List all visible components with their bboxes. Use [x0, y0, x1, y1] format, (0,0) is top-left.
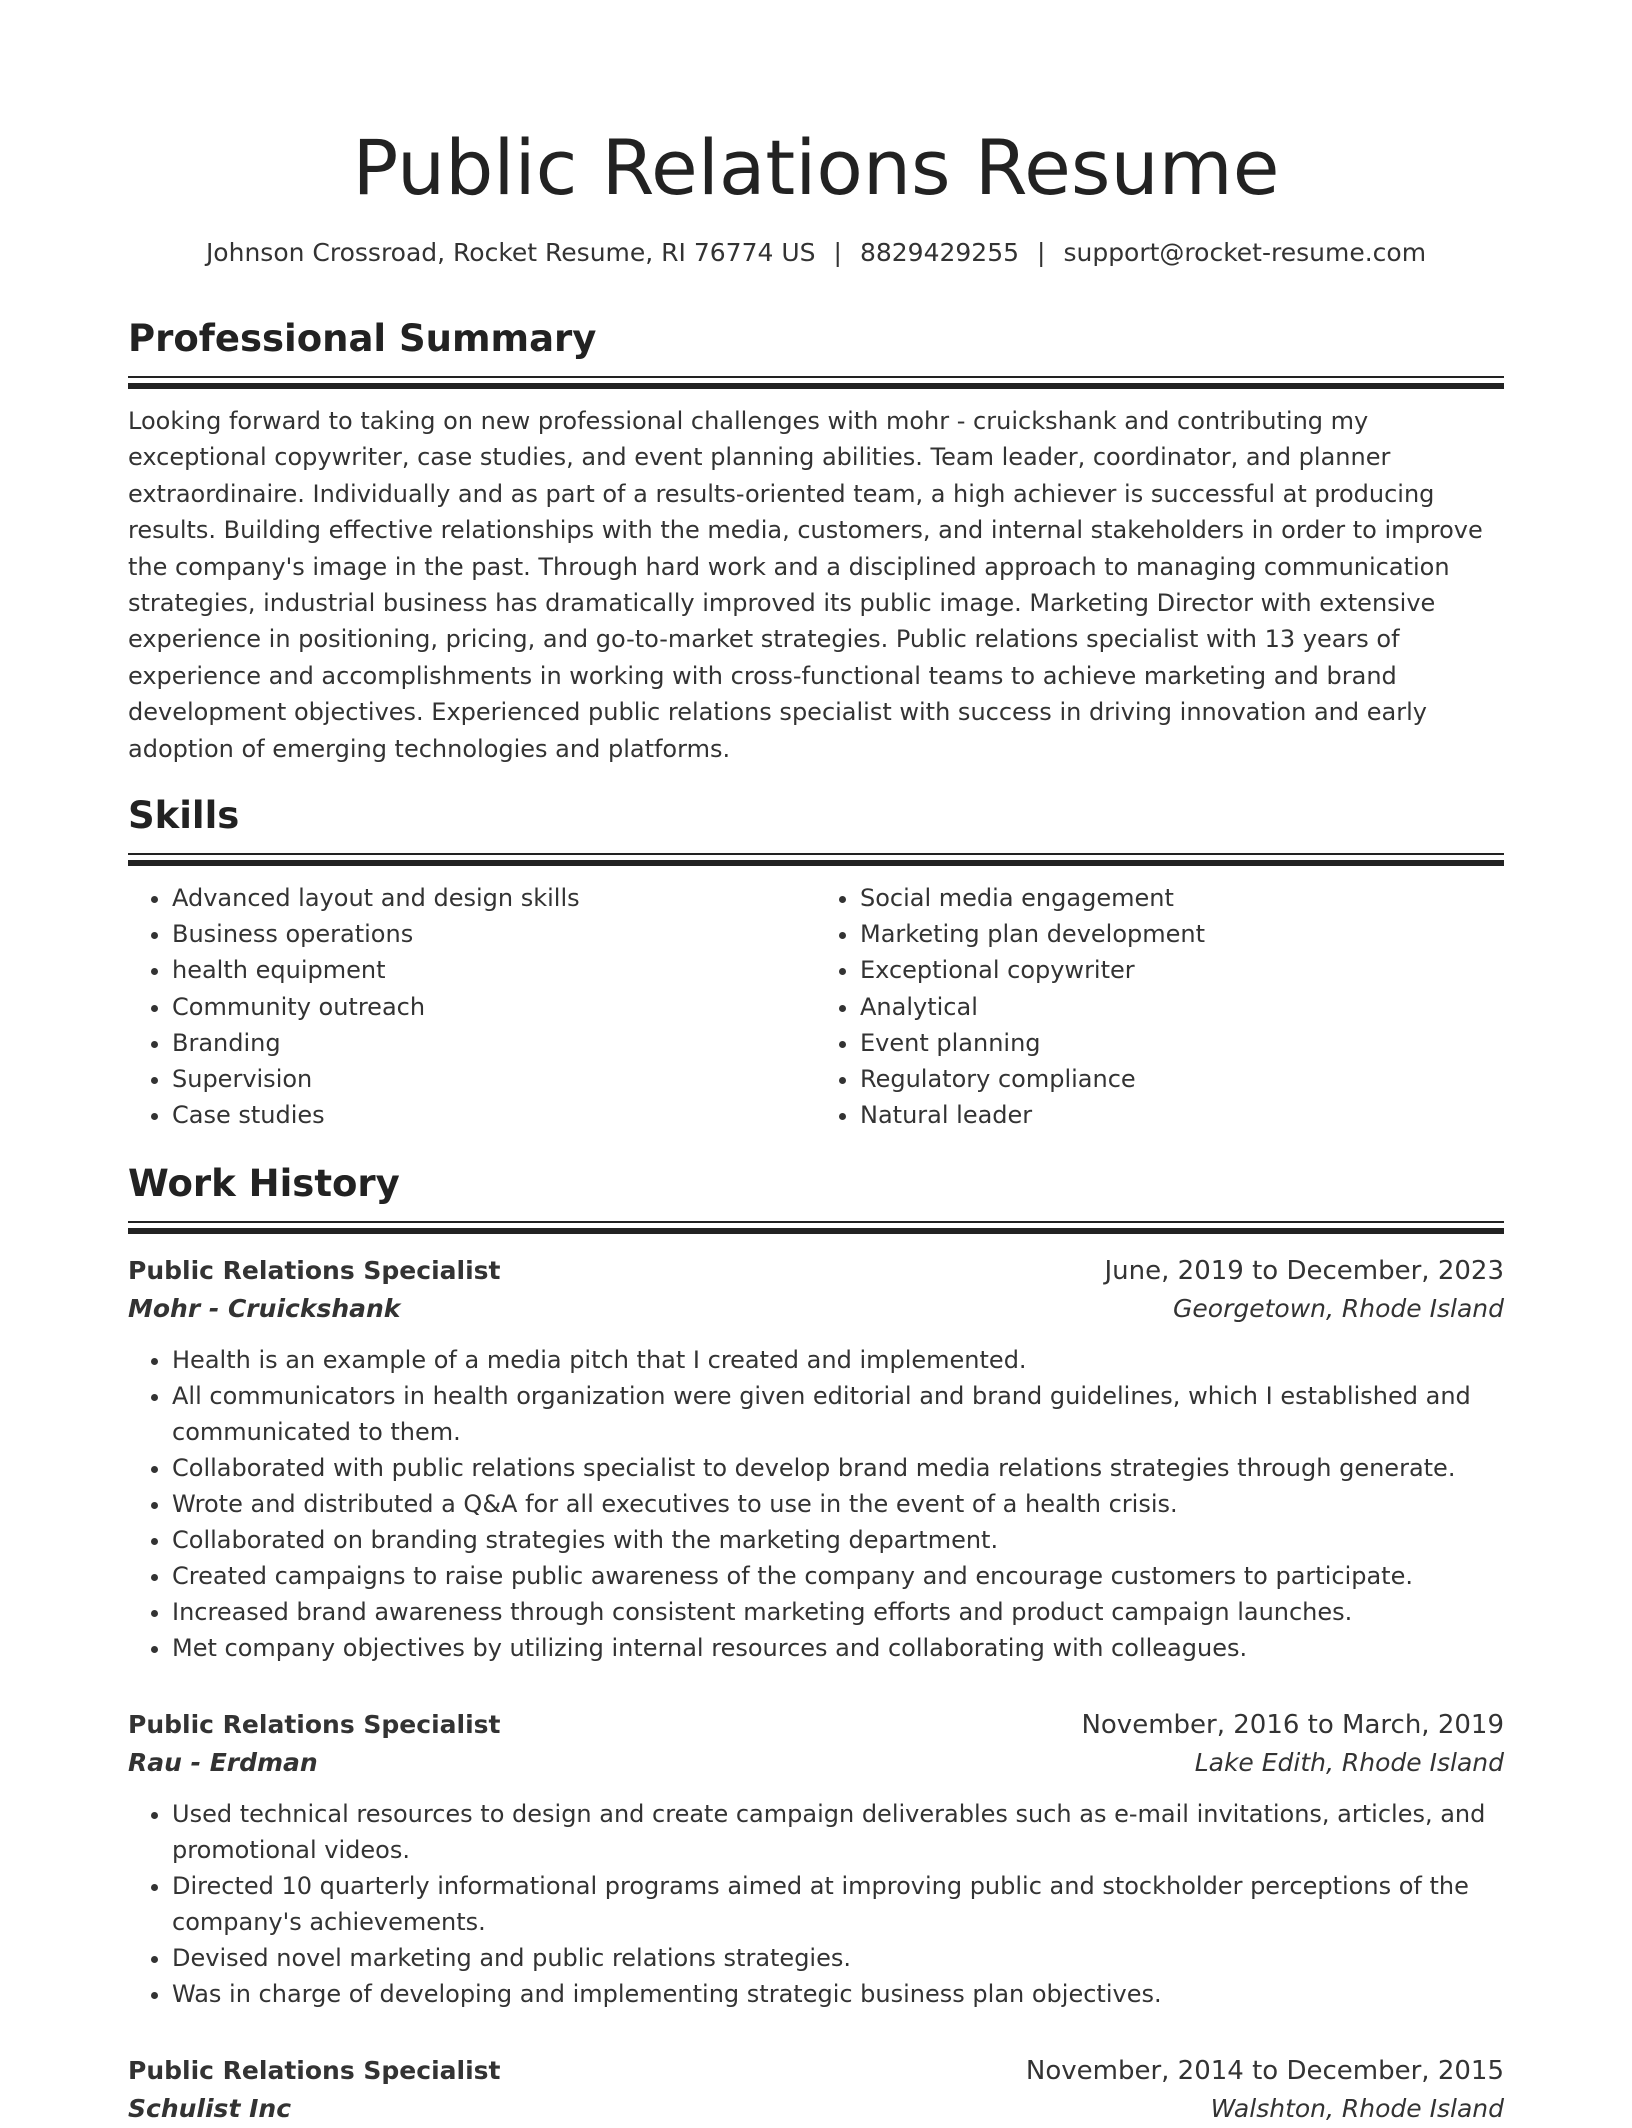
- work-history-section: [128, 1159, 1504, 2128]
- skill-item: • Advanced layout and design skills: [172, 880, 816, 916]
- job-company-row: [128, 1290, 1504, 1328]
- job-bullet: • Directed 10 quarterly informational programs aimed at improving public and stockholder perceptions of the company's achievements.: [172, 1868, 1504, 1940]
- skills-section: [128, 791, 1504, 1133]
- contact-separator: |: [1037, 238, 1046, 267]
- skill-item: • Supervision: [172, 1061, 816, 1097]
- section-rule-thin: [128, 853, 1504, 855]
- summary-heading: Professional Summary: [128, 317, 597, 360]
- job-location: Lake Edith, Rhode Island: [1194, 1748, 1504, 1778]
- job-dates: November, 2016 to March, 2019: [1081, 1710, 1504, 1741]
- contact-separator: |: [833, 238, 842, 267]
- job-company: Mohr - Cruickshank: [128, 1294, 401, 1324]
- skills-heading: Skills: [128, 794, 240, 838]
- section-rule-thick: [128, 860, 1504, 866]
- resume-page: [128, 0, 1504, 2128]
- job-location: Walshton, Rhode Island: [1210, 2094, 1504, 2124]
- skill-item: • Business operations: [172, 916, 816, 952]
- skill-item: • Analytical: [860, 989, 1504, 1025]
- job-entry: [128, 1706, 1504, 2012]
- skill-item: • Event planning: [860, 1025, 1504, 1061]
- job-company: Rau - Erdman: [128, 1748, 318, 1778]
- job-entry: [128, 1252, 1504, 1666]
- skill-item: • Branding: [172, 1025, 816, 1061]
- skill-item: • Exceptional copywriter: [860, 952, 1504, 988]
- job-company: Schulist Inc: [128, 2094, 292, 2124]
- job-bullets: [128, 1342, 1504, 1666]
- skill-item: • health equipment: [172, 952, 816, 988]
- job-entry: [128, 2052, 1504, 2128]
- skill-item: • Social media engagement: [860, 880, 1504, 916]
- contact-line: [128, 236, 1504, 270]
- work-history-heading: Work History: [128, 1162, 400, 1206]
- job-dates: November, 2014 to December, 2015: [1025, 2056, 1504, 2087]
- job-title: Public Relations Specialist: [128, 2056, 501, 2086]
- summary-section: [128, 314, 1504, 767]
- skills-list-left: [128, 880, 816, 1133]
- job-bullet: • Devised novel marketing and public relations strategies.: [172, 1940, 1504, 1976]
- contact-email: support@rocket-resume.com: [1063, 238, 1427, 267]
- section-rule-thin: [128, 376, 1504, 378]
- job-header-row: [128, 2052, 1504, 2090]
- contact-address: Johnson Crossroad, Rocket Resume, RI 76774 US: [205, 238, 816, 267]
- skill-item: • Marketing plan development: [860, 916, 1504, 952]
- job-bullet: • Created campaigns to raise public awareness of the company and encourage customers to participate.: [172, 1558, 1504, 1594]
- section-rule-thick: [128, 383, 1504, 389]
- job-title: Public Relations Specialist: [128, 1256, 501, 1286]
- job-bullet: • Collaborated on branding strategies with the marketing department.: [172, 1522, 1504, 1558]
- job-bullet: • Was in charge of developing and implementing strategic business plan objectives.: [172, 1976, 1504, 2012]
- skill-item: • Regulatory compliance: [860, 1061, 1504, 1097]
- job-bullet: • Wrote and distributed a Q&A for all executives to use in the event of a health crisis.: [172, 1486, 1504, 1522]
- skill-item: • Community outreach: [172, 989, 816, 1025]
- job-location: Georgetown, Rhode Island: [1173, 1294, 1504, 1324]
- job-header-row: [128, 1706, 1504, 1744]
- job-company-row: [128, 2090, 1504, 2128]
- resume-title: Public Relations Resume: [352, 123, 1280, 212]
- job-bullet: • Met company objectives by utilizing internal resources and collaborating with colleagues.: [172, 1630, 1504, 1666]
- job-title: Public Relations Specialist: [128, 1710, 501, 1740]
- job-bullet: • Health is an example of a media pitch that I created and implemented.: [172, 1342, 1504, 1378]
- job-bullet: • Collaborated with public relations specialist to develop brand media relations strategies through generate.: [172, 1450, 1504, 1486]
- skills-columns: [128, 880, 1504, 1133]
- skill-item: • Case studies: [172, 1097, 816, 1133]
- job-company-row: [128, 1744, 1504, 1782]
- job-header-row: [128, 1252, 1504, 1290]
- job-bullet: • All communicators in health organization were given editorial and brand guidelines, which I established and communicated to them.: [172, 1378, 1504, 1450]
- section-rule-thin: [128, 1221, 1504, 1223]
- job-bullet: • Increased brand awareness through consistent marketing efforts and product campaign launches.: [172, 1594, 1504, 1630]
- job-dates: June, 2019 to December, 2023: [1104, 1256, 1504, 1287]
- skills-list-right: [816, 880, 1504, 1133]
- contact-phone: 8829429255: [859, 238, 1020, 267]
- skill-item: • Natural leader: [860, 1097, 1504, 1133]
- section-rule-thick: [128, 1228, 1504, 1234]
- job-bullets: [128, 1796, 1504, 2012]
- job-bullet: • Used technical resources to design and create campaign deliverables such as e-mail invitations, articles, and promotional videos.: [172, 1796, 1504, 1868]
- summary-text: Looking forward to taking on new professional challenges with mohr - cruickshank and contributing my exceptional copywriter, case studies, and event planning abilities. Team leader, coordinator, and planner extraordinaire. Individually and as part of a results-oriented team, a high achiever is successful at producing results. Building effective relationships with the media, customers, and internal stakeholders in order to improve the company's image in the past. Through hard work and a disciplined approach to managing communication strategies, industrial business has dramatically improved its public image. Marketing Director with extensive experience in positioning, pricing, and go-to-market strategies. Public relations specialist with 13 years of experience and accomplishments in working with cross-functional teams to achieve marketing and brand development objectives. Experienced public relations specialist with success in driving innovation and early adoption of emerging technologies and platforms.: [128, 407, 1483, 763]
